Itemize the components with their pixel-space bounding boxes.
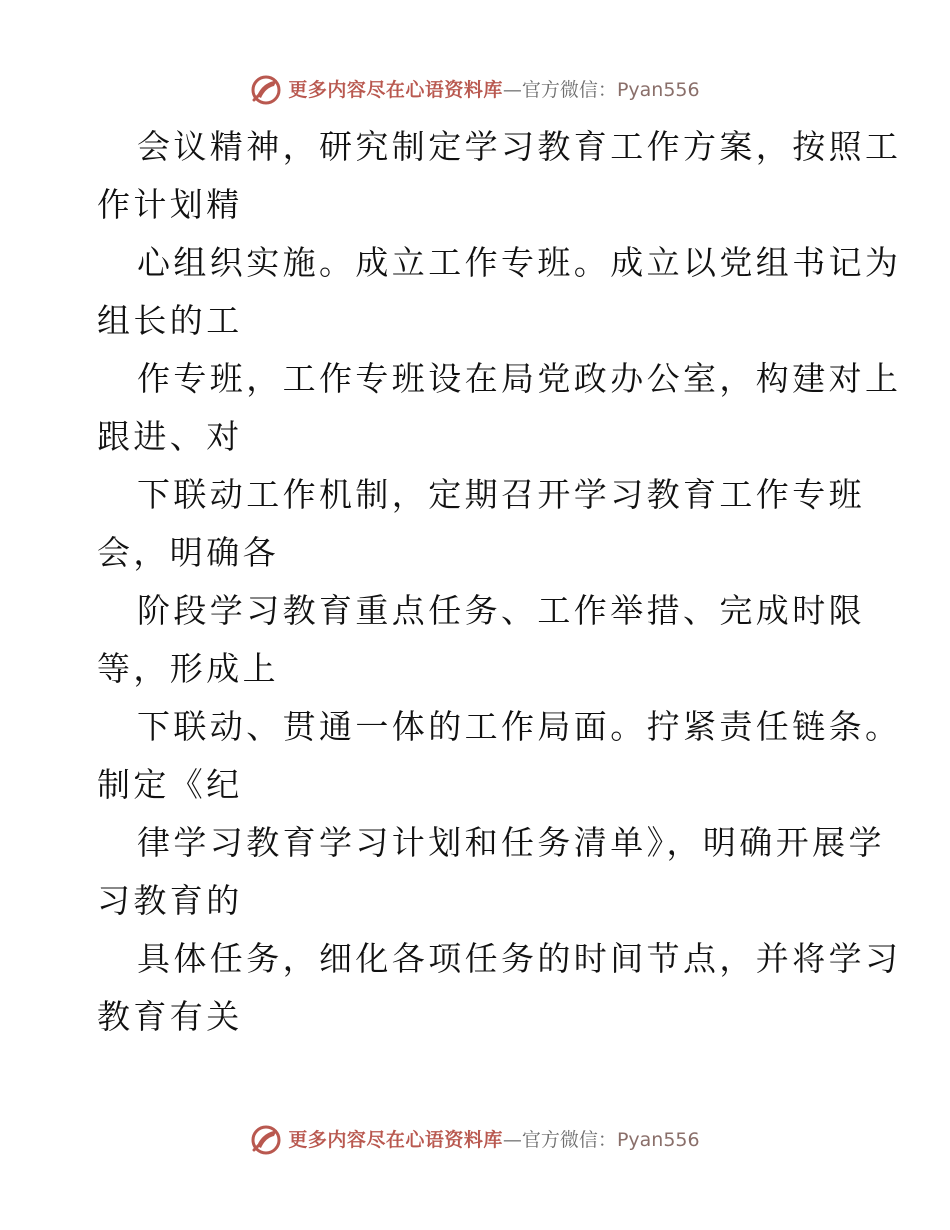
paragraph — [97, 234, 902, 350]
paragraph-first-line: 心组织实施。成立工作专班。成立以党组书记为 — [137, 243, 902, 282]
paragraph — [97, 814, 885, 930]
paragraph-first-line: 下联动、贯通一体的工作局面。拧紧责任链条。 — [137, 707, 902, 746]
watermark-wechat-id: Pyan556 — [616, 79, 700, 101]
paragraph-first-line: 阶段学习教育重点任务、工作举措、完成时限 — [137, 591, 865, 630]
watermark-text — [288, 74, 699, 106]
document-body — [97, 118, 902, 1046]
watermark-main-text: 更多内容尽在心语资料库 — [288, 79, 503, 101]
paragraph — [97, 118, 902, 234]
watermark-label: 官方微信： — [521, 1129, 617, 1151]
footer-watermark-banner — [0, 1122, 950, 1158]
paragraph-continuation-line: 教育有关 — [97, 997, 243, 1036]
watermark-dash: — — [502, 1129, 522, 1151]
watermark-main-text: 更多内容尽在心语资料库 — [288, 1129, 503, 1151]
paragraph — [97, 582, 877, 698]
paragraph-continuation-line: 等，形成上 — [97, 649, 279, 688]
paragraph — [97, 930, 902, 1046]
paragraph — [97, 698, 902, 814]
watermark-label: 官方微信： — [521, 79, 617, 101]
paragraph-first-line: 作专班，工作专班设在局党政办公室，构建对上 — [137, 359, 902, 398]
paragraph-first-line: 律学习教育学习计划和任务清单》，明确开展学 — [137, 823, 885, 862]
pen-ribbon-logo-icon — [250, 1124, 282, 1156]
paragraph-continuation-line: 组长的工 — [97, 301, 243, 340]
watermark-dash: — — [502, 79, 522, 101]
paragraph — [97, 350, 902, 466]
paragraph-first-line: 会议精神，研究制定学习教育工作方案，按照工 — [137, 127, 902, 166]
header-watermark-banner — [0, 72, 950, 108]
watermark-wechat-id: Pyan556 — [616, 1129, 700, 1151]
pen-ribbon-logo-icon — [250, 74, 282, 106]
paragraph-continuation-line: 作计划精 — [97, 185, 243, 224]
paragraph-continuation-line: 习教育的 — [97, 881, 243, 920]
paragraph-first-line: 具体任务，细化各项任务的时间节点，并将学习 — [137, 939, 902, 978]
paragraph-first-line: 下联动工作机制，定期召开学习教育工作专班 — [137, 475, 865, 514]
paragraph-continuation-line: 制定《纪 — [97, 765, 243, 804]
paragraph — [97, 466, 877, 582]
paragraph-continuation-line: 会，明确各 — [97, 533, 279, 572]
paragraph-continuation-line: 跟进、对 — [97, 417, 243, 456]
watermark-text — [288, 1124, 699, 1156]
